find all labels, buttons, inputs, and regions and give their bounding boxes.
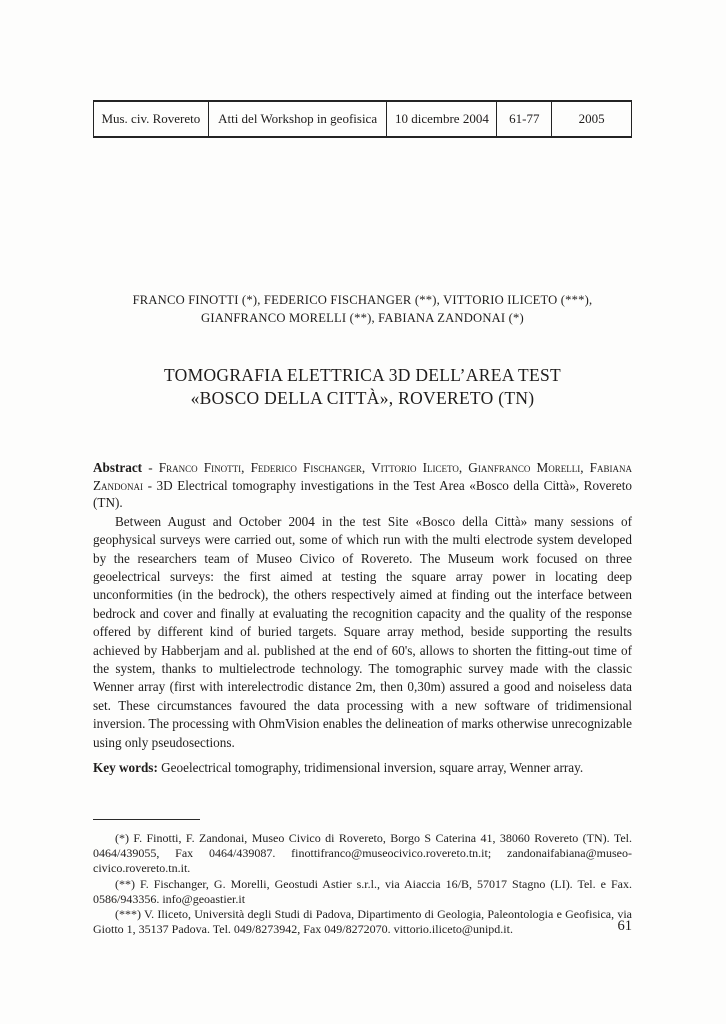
abstract-authors: Franco Finotti, Federico Fischanger, Vittorio Iliceto, Gianfranco Morelli, Fabiana Zandonai [93,460,632,493]
footnote-2: (**) F. Fischanger, G. Morelli, Geostudi Astier s.r.l., via Aiaccia 16/B, 57017 Stagno (LI). Tel. e Fax. 0586/943356. info@geoastier.it [93,876,632,906]
keywords-label: Key words: [93,760,158,776]
article-title-line-1: TOMOGRAFIA ELETTRICA 3D DELL’AREA TEST [163,365,562,385]
footnotes-block [93,831,632,938]
footnote-3: (***) V. Iliceto, Università degli Studi di Padova, Dipartimento di Geologia, Paleontologia e Geofisica, via Giotto 1, 35137 Padova. Tel. 049/8273942, Fax 049/8272070. vittorio.iliceto@unipd.it. [93,907,632,937]
footnote-1: (*) F. Finotti, F. Zandonai, Museo Civico di Rovereto, Borgo S Caterina 41, 38060 Rovereto (TN). Tel. 0464/439055, Fax 0464/439087. finottifranco@museocivico.rovereto.tn.it; zandonaifabiana@museo-civico.rovereto.tn.it. [93,830,632,876]
page-content [93,0,632,938]
journal-header-row [94,101,632,137]
journal-header-table [93,100,632,138]
abstract-lead-text: 3D Electrical tomography investigations in the Test Area «Bosco della Città», Rovereto (TN). [93,477,632,511]
header-cell-year: 2005 [552,101,632,137]
keywords-line [93,759,632,777]
abstract-paragraph [93,459,632,512]
abstract-body-paragraph: Between August and October 2004 in the test Site «Bosco della Città» many sessions of geophysical surveys were carried out, some of which run with the multi electrode system developed by the researchers team of Museo Civico of Rovereto. The Museum work focused on three geoelectrical surveys: the first aimed at testing the square array power in locating deep unconformities (in the bedrock), the others respectively aimed at finding out the interface between bedrock and cover and finally at evaluating the recognition capacity and the quality of the response offered by different kind of buried targets. Square array method, beside supporting the results achieved by Habberjam and al. published at the end of 60's, allows to shorten the fitting-out time of the system, thanks to multielectrode technology. The tomographic survey made with the classic Wenner array (first with interelectrodic distance 2m, then 0,30m) assured a good and noiseless data set. These circumstances favoured the data processing with a new software of tridimensional inversion. The processing with OhmVision enables the delineation of marks otherwise unrecognizable using only pseudosections. [93,513,632,750]
keywords-text: Geoelectrical tomography, tridimensional inversion, square array, Wenner array. [157,760,584,776]
abstract-separator-2: - [143,477,157,493]
header-cell-date: 10 dicembre 2004 [387,101,497,137]
header-cell-institution: Mus. civ. Rovereto [94,101,209,137]
header-cell-series: Atti del Workshop in geofisica [208,101,387,137]
footnote-divider [93,819,200,820]
article-title-line-2: «BOSCO DELLA CITTÀ», ROVERETO (TN) [190,388,535,408]
header-cell-pages: 61-77 [497,101,552,137]
page-number: 61 [617,918,632,934]
authors-line-1: FRANCO FINOTTI (*), FEDERICO FISCHANGER (**), VITTORIO ILICETO (***), [132,293,593,307]
authors-block [93,291,632,327]
article-title [93,364,632,410]
abstract-label: Abstract [93,460,143,475]
abstract-separator-1: - [142,460,159,475]
authors-line-2: GIANFRANCO MORELLI (**), FABIANA ZANDONAI (*) [201,311,524,325]
